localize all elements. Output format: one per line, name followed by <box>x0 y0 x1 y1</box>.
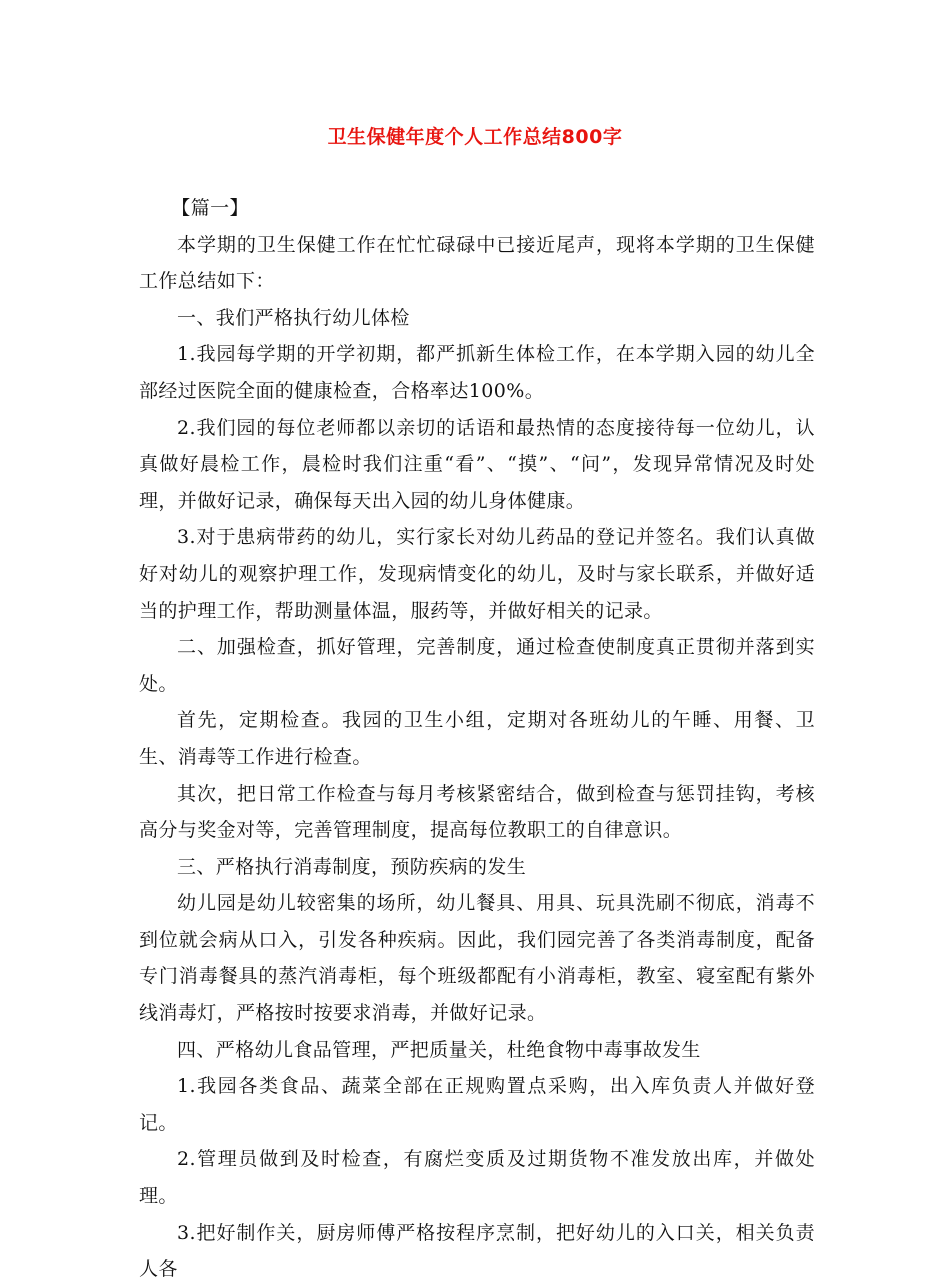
section-heading-2: 二、加强检查，抓好管理，完善制度，通过检查使制度真正贯彻并落到实处。 <box>139 636 815 695</box>
paragraph: 2.我们园的每位老师都以亲切的话语和最热情的态度接待每一位幼儿，认真做好晨检工作，晨检时我们注重“看”、“摸”、“问”，发现异常情况及时处理，并做好记录，确保每天出入园的幼儿身体健康。 <box>139 416 815 512</box>
paragraph: 1.我园每学期的开学初期，都严抓新生体检工作，在本学期入园的幼儿全部经过医院全面的健康检查，合格率达100%。 <box>139 343 815 402</box>
document-body <box>139 190 815 1288</box>
paragraph: 首先，定期检查。我园的卫生小组，定期对各班幼儿的午睡、用餐、卫生、消毒等工作进行检查。 <box>139 709 815 768</box>
paragraph: 2.管理员做到及时检查，有腐烂变质及过期货物不准发放出库，并做处理。 <box>139 1148 815 1208</box>
paragraph: 其次，把日常工作检查与每月考核紧密结合，做到检查与惩罚挂钩，考核高分与奖金对等，完善管理制度，提高每位教职工的自律意识。 <box>139 782 815 842</box>
section-heading-1: 一、我们严格执行幼儿体检 <box>177 306 410 329</box>
section-heading-3: 三、严格执行消毒制度，预防疾病的发生 <box>177 855 527 878</box>
section-tag: 【篇一】 <box>171 197 249 219</box>
document-title: 卫生保健年度个人工作总结800字 <box>327 126 623 148</box>
intro-paragraph: 本学期的卫生保健工作在忙忙碌碌中已接近尾声，现将本学期的卫生保健工作总结如下： <box>139 233 815 293</box>
section-heading-4: 四、严格幼儿食品管理，严把质量关，杜绝食物中毒事故发生 <box>177 1038 701 1061</box>
paragraph: 3.把好制作关，厨房师傅严格按程序烹制，把好幼儿的入口关，相关负责人各 <box>139 1221 815 1281</box>
paragraph: 3.对于患病带药的幼儿，实行家长对幼儿药品的登记并签名。我们认真做好对幼儿的观察护理工作，发现病情变化的幼儿，及时与家长联系，并做好适当的护理工作，帮助测量体温，服药等，并做好相关的记录。 <box>139 526 815 622</box>
paragraph: 幼儿园是幼儿较密集的场所，幼儿餐具、用具、玩具洗刷不彻底，消毒不到位就会病从口入，引发各种疾病。因此，我们园完善了各类消毒制度，配备专门消毒餐具的蒸汽消毒柜，每个班级都配有小消毒柜，教室、寝室配有紫外线消毒灯，严格按时按要求消毒，并做好记录。 <box>139 892 815 1025</box>
paragraph: 1.我园各类食品、蔬菜全部在正规购置点采购，出入库负责人并做好登记。 <box>139 1075 815 1134</box>
